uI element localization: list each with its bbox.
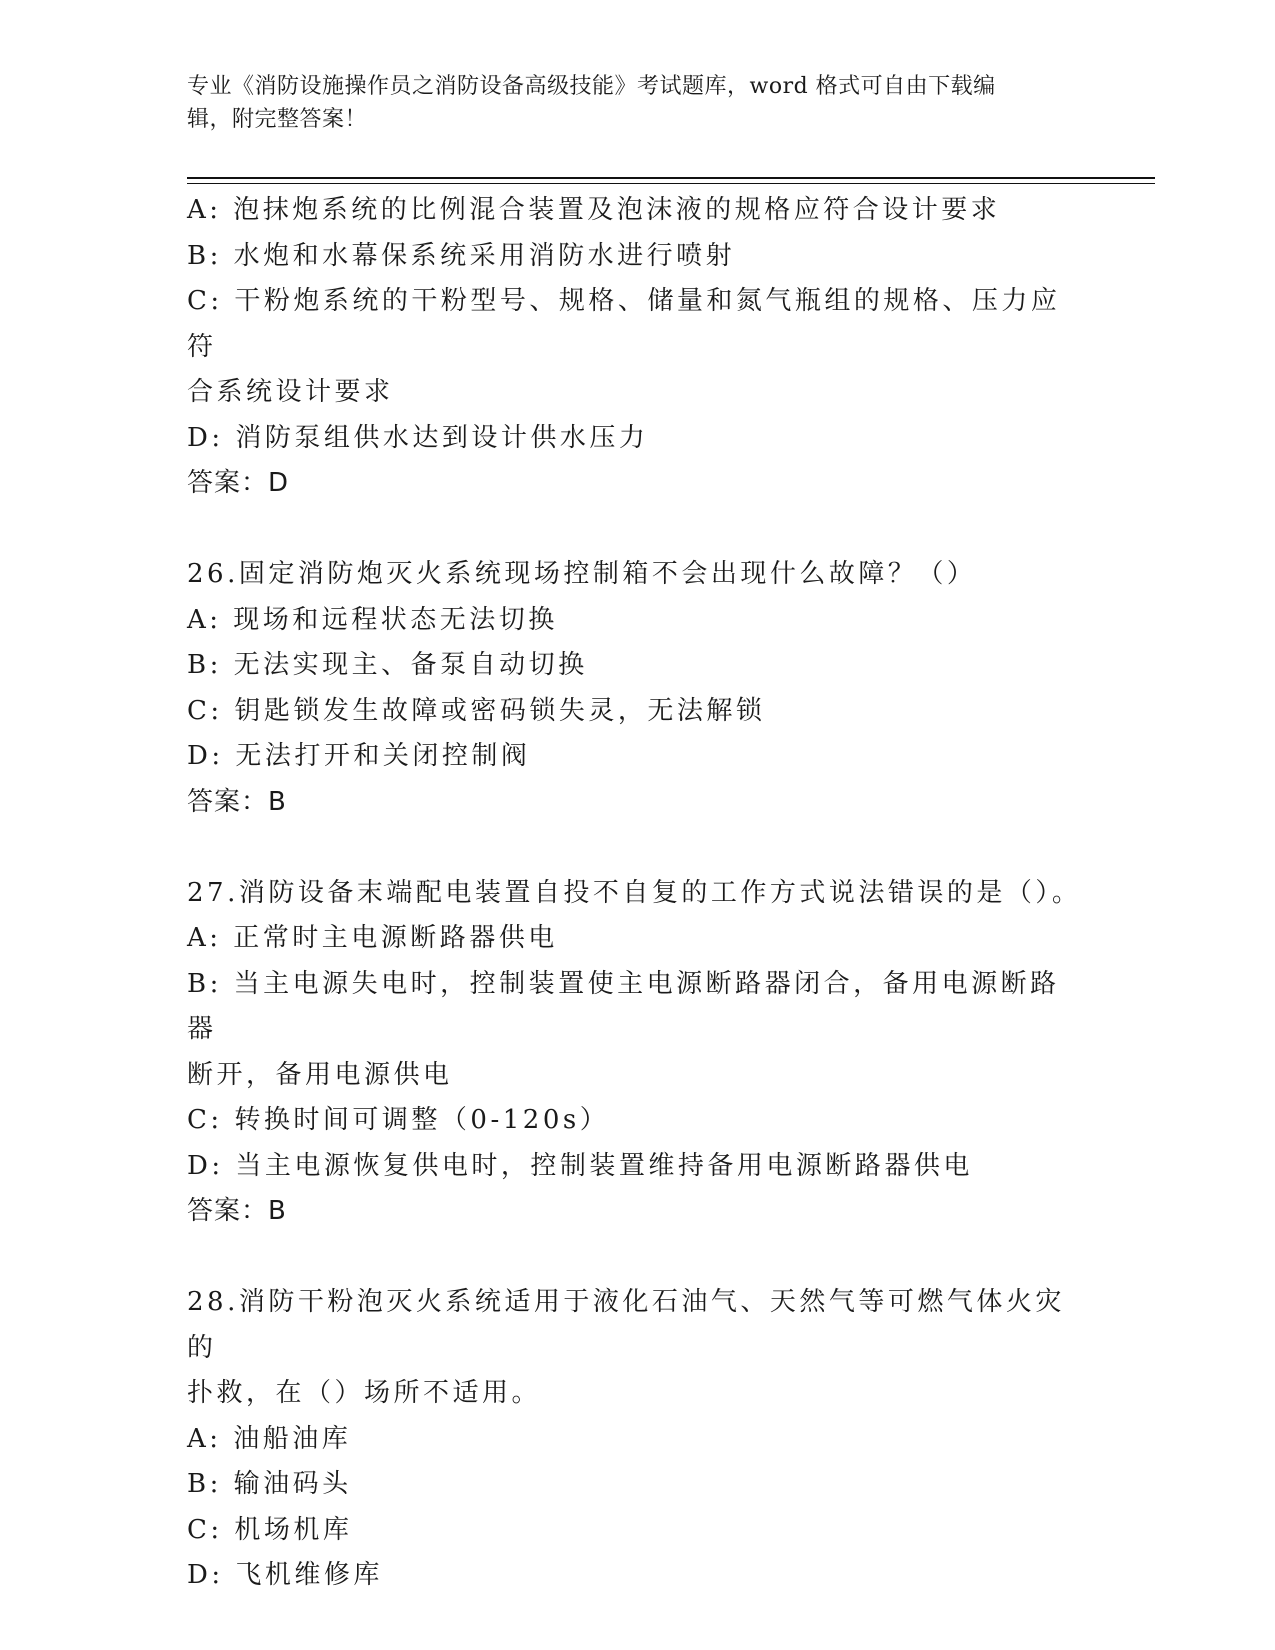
question-stem: 27.消防设备末端配电装置自投不自复的工作方式说法错误的是（）。 bbox=[187, 877, 1082, 908]
option-a: A: 油船油库 bbox=[187, 1423, 352, 1454]
header-line-2: 辑，附完整答案！ bbox=[187, 107, 368, 132]
answer: 答案：D bbox=[187, 468, 290, 498]
option-d: D: 消防泵组供水达到设计供水压力 bbox=[187, 422, 649, 453]
option-b: B: 输油码头 bbox=[187, 1469, 352, 1499]
option-a: A: 现场和远程状态无法切换 bbox=[187, 604, 558, 635]
option-c-continued: 合系统设计要求 bbox=[187, 377, 394, 407]
question-27 bbox=[187, 871, 1087, 1235]
option-c: C: 钥匙锁发生故障或密码锁失灵，无法解锁 bbox=[187, 695, 766, 726]
answer: 答案：B bbox=[187, 1196, 287, 1226]
option-a: A: 正常时主电源断路器供电 bbox=[187, 923, 558, 953]
header-line-1: 专业《消防设施操作员之消防设备高级技能》考试题库，word 格式可自由下载编 bbox=[187, 74, 996, 99]
option-b-continued: 断开，备用电源供电 bbox=[187, 1059, 453, 1090]
question-stem: 28.消防干粉泡灭火系统适用于液化石油气、天然气等可燃气体火灾的 bbox=[187, 1287, 1065, 1363]
document-header bbox=[187, 70, 1087, 136]
option-c: C: 干粉炮系统的干粉型号、规格、储量和氮气瓶组的规格、压力应符 bbox=[187, 286, 1061, 362]
option-b: B: 当主电源失电时，控制装置使主电源断路器闭合，备用电源断路器 bbox=[187, 968, 1060, 1044]
question-25 bbox=[187, 188, 1087, 507]
header-divider-thick bbox=[187, 177, 1155, 179]
option-c: C: 转换时间可调整（0-120s） bbox=[187, 1105, 610, 1135]
option-c: C: 机场机库 bbox=[187, 1514, 353, 1545]
option-d: D: 当主电源恢复供电时，控制装置维持备用电源断路器供电 bbox=[187, 1150, 973, 1181]
question-list bbox=[187, 188, 1087, 1599]
option-d: D: 无法打开和关闭控制阀 bbox=[187, 741, 531, 771]
option-d: D: 飞机维修库 bbox=[187, 1560, 383, 1590]
question-stem-continued: 扑救，在（）场所不适用。 bbox=[187, 1378, 542, 1408]
option-b: B: 无法实现主、备泵自动切换 bbox=[187, 650, 588, 680]
header-divider-thin bbox=[187, 183, 1155, 184]
question-26 bbox=[187, 552, 1087, 825]
answer: 答案：B bbox=[187, 786, 287, 817]
option-a: A: 泡抹炮系统的比例混合装置及泡沫液的规格应符合设计要求 bbox=[187, 195, 1001, 225]
question-stem: 26.固定消防炮灭火系统现场控制箱不会出现什么故障？（） bbox=[187, 559, 977, 589]
question-28 bbox=[187, 1280, 1087, 1599]
option-b: B: 水炮和水幕保系统采用消防水进行喷射 bbox=[187, 240, 736, 271]
